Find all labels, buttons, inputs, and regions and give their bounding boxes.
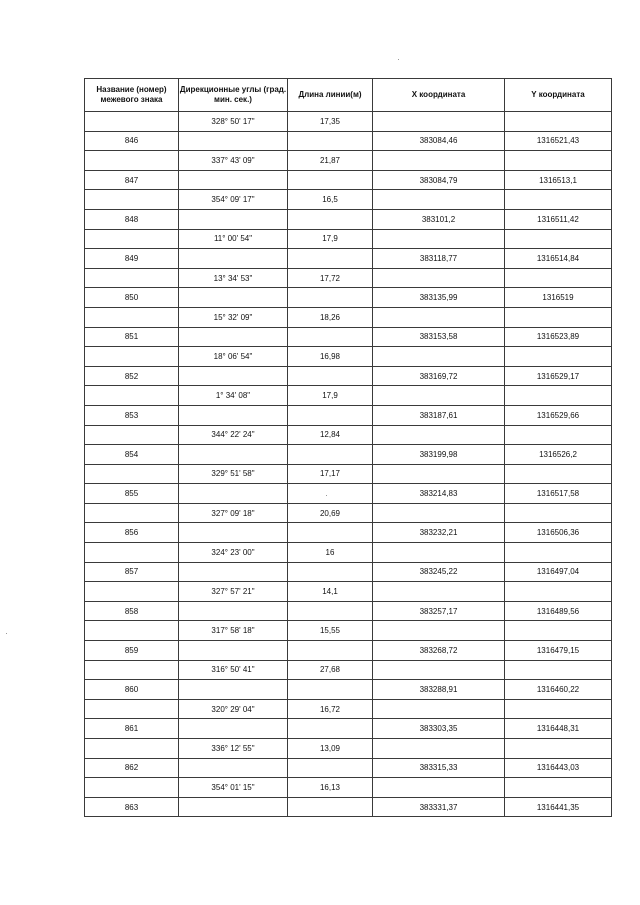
table-row bbox=[85, 621, 612, 641]
cell-mark-name bbox=[85, 699, 179, 719]
cell-line-length: 17,9 bbox=[288, 229, 373, 249]
cell-bearing-angle: 15° 32' 09" bbox=[179, 307, 288, 327]
cell-y-coordinate: 1316529,17 bbox=[505, 366, 612, 386]
cell-bearing-angle bbox=[179, 288, 288, 308]
cell-line-length bbox=[288, 562, 373, 582]
cell-mark-name bbox=[85, 464, 179, 484]
cell-line-length bbox=[288, 288, 373, 308]
table-row bbox=[85, 797, 612, 817]
cell-line-length: 16 bbox=[288, 543, 373, 563]
cell-mark-name bbox=[85, 190, 179, 210]
cell-bearing-angle: 11° 00' 54" bbox=[179, 229, 288, 249]
table-row bbox=[85, 209, 612, 229]
cell-x-coordinate: 383331,37 bbox=[373, 797, 505, 817]
cell-y-coordinate bbox=[505, 739, 612, 759]
cell-y-coordinate: 1316511,42 bbox=[505, 209, 612, 229]
table-row bbox=[85, 680, 612, 700]
cell-line-length: 17,72 bbox=[288, 268, 373, 288]
cell-mark-name: 857 bbox=[85, 562, 179, 582]
cell-mark-name: 861 bbox=[85, 719, 179, 739]
cell-y-coordinate: 1316479,15 bbox=[505, 641, 612, 661]
cell-line-length: 16,98 bbox=[288, 347, 373, 367]
cell-x-coordinate bbox=[373, 425, 505, 445]
table-row bbox=[85, 112, 612, 132]
cell-x-coordinate: 383084,46 bbox=[373, 131, 505, 151]
cell-bearing-angle: 1° 34' 08" bbox=[179, 386, 288, 406]
cell-y-coordinate bbox=[505, 190, 612, 210]
cell-mark-name bbox=[85, 112, 179, 132]
cell-bearing-angle: 324° 23' 00" bbox=[179, 543, 288, 563]
cell-mark-name: 860 bbox=[85, 680, 179, 700]
cell-y-coordinate bbox=[505, 151, 612, 171]
table-row bbox=[85, 288, 612, 308]
cell-line-length bbox=[288, 719, 373, 739]
table-row bbox=[85, 582, 612, 602]
cell-x-coordinate bbox=[373, 699, 505, 719]
cell-x-coordinate bbox=[373, 543, 505, 563]
table-row bbox=[85, 523, 612, 543]
cell-x-coordinate: 383268,72 bbox=[373, 641, 505, 661]
cell-mark-name bbox=[85, 621, 179, 641]
cell-mark-name bbox=[85, 151, 179, 171]
table-row bbox=[85, 719, 612, 739]
table-row bbox=[85, 327, 612, 347]
cell-line-length: 17,35 bbox=[288, 112, 373, 132]
table-row bbox=[85, 151, 612, 171]
cell-bearing-angle: 327° 57' 21" bbox=[179, 582, 288, 602]
cell-y-coordinate bbox=[505, 307, 612, 327]
table-row bbox=[85, 445, 612, 465]
cell-bearing-angle: 354° 01' 15" bbox=[179, 778, 288, 798]
cell-x-coordinate: 383232,21 bbox=[373, 523, 505, 543]
cell-x-coordinate: 383118,77 bbox=[373, 249, 505, 269]
cell-y-coordinate: 1316497,04 bbox=[505, 562, 612, 582]
table-row bbox=[85, 386, 612, 406]
table-row bbox=[85, 229, 612, 249]
table-body bbox=[85, 112, 612, 817]
cell-line-length bbox=[288, 249, 373, 269]
table-row bbox=[85, 307, 612, 327]
cell-x-coordinate: 383288,91 bbox=[373, 680, 505, 700]
cell-x-coordinate bbox=[373, 307, 505, 327]
cell-mark-name: 856 bbox=[85, 523, 179, 543]
cell-mark-name: 850 bbox=[85, 288, 179, 308]
cell-bearing-angle: 316° 50' 41" bbox=[179, 660, 288, 680]
cell-mark-name bbox=[85, 268, 179, 288]
table-row bbox=[85, 660, 612, 680]
cell-x-coordinate: 383214,83 bbox=[373, 484, 505, 504]
cell-y-coordinate bbox=[505, 660, 612, 680]
cell-y-coordinate: 1316443,03 bbox=[505, 758, 612, 778]
cell-mark-name: 853 bbox=[85, 405, 179, 425]
cell-y-coordinate: 1316460,22 bbox=[505, 680, 612, 700]
cell-line-length bbox=[288, 131, 373, 151]
cell-bearing-angle bbox=[179, 131, 288, 151]
cell-x-coordinate bbox=[373, 503, 505, 523]
cell-bearing-angle: 344° 22' 24" bbox=[179, 425, 288, 445]
cell-line-length: 15,55 bbox=[288, 621, 373, 641]
cell-mark-name: 851 bbox=[85, 327, 179, 347]
cell-bearing-angle bbox=[179, 523, 288, 543]
cell-x-coordinate: 383245,22 bbox=[373, 562, 505, 582]
cell-bearing-angle bbox=[179, 405, 288, 425]
cell-y-coordinate: 1316513,1 bbox=[505, 170, 612, 190]
cell-line-length: 16,5 bbox=[288, 190, 373, 210]
cell-bearing-angle bbox=[179, 719, 288, 739]
cell-mark-name bbox=[85, 778, 179, 798]
cell-line-length bbox=[288, 797, 373, 817]
cell-bearing-angle bbox=[179, 641, 288, 661]
cell-x-coordinate bbox=[373, 386, 505, 406]
cell-mark-name bbox=[85, 739, 179, 759]
scan-speck bbox=[6, 633, 7, 634]
cell-x-coordinate bbox=[373, 190, 505, 210]
cell-x-coordinate: 383303,35 bbox=[373, 719, 505, 739]
table-row bbox=[85, 641, 612, 661]
table-row bbox=[85, 758, 612, 778]
cell-line-length bbox=[288, 170, 373, 190]
cell-line-length: 20,69 bbox=[288, 503, 373, 523]
cell-bearing-angle: 329° 51' 58" bbox=[179, 464, 288, 484]
cell-bearing-angle bbox=[179, 249, 288, 269]
cell-y-coordinate bbox=[505, 268, 612, 288]
cell-mark-name bbox=[85, 660, 179, 680]
cell-mark-name bbox=[85, 386, 179, 406]
cell-mark-name: 863 bbox=[85, 797, 179, 817]
cell-y-coordinate bbox=[505, 543, 612, 563]
cell-line-length bbox=[288, 366, 373, 386]
cell-bearing-angle bbox=[179, 601, 288, 621]
cell-x-coordinate bbox=[373, 739, 505, 759]
table-row bbox=[85, 366, 612, 386]
table-row bbox=[85, 778, 612, 798]
cell-bearing-angle bbox=[179, 797, 288, 817]
cell-bearing-angle bbox=[179, 366, 288, 386]
cell-bearing-angle bbox=[179, 327, 288, 347]
cell-line-length: 16,13 bbox=[288, 778, 373, 798]
cell-line-length: 21,87 bbox=[288, 151, 373, 171]
cell-y-coordinate: 1316519 bbox=[505, 288, 612, 308]
cell-x-coordinate bbox=[373, 660, 505, 680]
cell-line-length: 18,26 bbox=[288, 307, 373, 327]
cell-mark-name bbox=[85, 582, 179, 602]
cell-y-coordinate bbox=[505, 503, 612, 523]
cell-y-coordinate bbox=[505, 582, 612, 602]
cell-line-length bbox=[288, 758, 373, 778]
cell-y-coordinate: 1316514,84 bbox=[505, 249, 612, 269]
cell-y-coordinate: 1316526,2 bbox=[505, 445, 612, 465]
boundary-coordinates-table bbox=[84, 78, 612, 817]
cell-x-coordinate bbox=[373, 268, 505, 288]
cell-x-coordinate: 383187,61 bbox=[373, 405, 505, 425]
cell-y-coordinate bbox=[505, 621, 612, 641]
table-row bbox=[85, 170, 612, 190]
cell-y-coordinate bbox=[505, 778, 612, 798]
cell-mark-name: 848 bbox=[85, 209, 179, 229]
cell-line-length bbox=[288, 484, 373, 504]
cell-y-coordinate bbox=[505, 386, 612, 406]
cell-x-coordinate bbox=[373, 621, 505, 641]
cell-x-coordinate: 383101,2 bbox=[373, 209, 505, 229]
scan-speck bbox=[398, 59, 399, 60]
cell-y-coordinate bbox=[505, 425, 612, 445]
cell-x-coordinate: 383257,17 bbox=[373, 601, 505, 621]
table-row bbox=[85, 131, 612, 151]
header-x-coordinate: Х координата bbox=[373, 79, 505, 112]
header-y-coordinate: Y координата bbox=[505, 79, 612, 112]
header-mark-name: Название (номер) межевого знака bbox=[85, 79, 179, 112]
cell-line-length bbox=[288, 680, 373, 700]
cell-mark-name: 859 bbox=[85, 641, 179, 661]
cell-y-coordinate bbox=[505, 229, 612, 249]
cell-mark-name bbox=[85, 229, 179, 249]
header-bearing-angle: Дирекционные углы (град. мин. сек.) bbox=[179, 79, 288, 112]
cell-mark-name: 847 bbox=[85, 170, 179, 190]
cell-bearing-angle: 354° 09' 17" bbox=[179, 190, 288, 210]
table-row bbox=[85, 347, 612, 367]
cell-bearing-angle: 328° 50' 17" bbox=[179, 112, 288, 132]
cell-mark-name bbox=[85, 503, 179, 523]
cell-line-length bbox=[288, 601, 373, 621]
table-row bbox=[85, 190, 612, 210]
cell-y-coordinate: 1316441,35 bbox=[505, 797, 612, 817]
cell-mark-name bbox=[85, 347, 179, 367]
table-row bbox=[85, 543, 612, 563]
cell-line-length: 27,68 bbox=[288, 660, 373, 680]
table-row bbox=[85, 249, 612, 269]
cell-bearing-angle: 18° 06' 54" bbox=[179, 347, 288, 367]
table-row bbox=[85, 503, 612, 523]
cell-x-coordinate bbox=[373, 112, 505, 132]
cell-x-coordinate: 383169,72 bbox=[373, 366, 505, 386]
cell-line-length: 16,72 bbox=[288, 699, 373, 719]
cell-bearing-angle bbox=[179, 445, 288, 465]
table-row bbox=[85, 405, 612, 425]
cell-mark-name: 852 bbox=[85, 366, 179, 386]
cell-y-coordinate bbox=[505, 112, 612, 132]
cell-x-coordinate: 383084,79 bbox=[373, 170, 505, 190]
cell-y-coordinate: 1316489,56 bbox=[505, 601, 612, 621]
cell-x-coordinate: 383199,98 bbox=[373, 445, 505, 465]
cell-bearing-angle: 336° 12' 55" bbox=[179, 739, 288, 759]
cell-mark-name: 854 bbox=[85, 445, 179, 465]
cell-bearing-angle: 13° 34' 53" bbox=[179, 268, 288, 288]
cell-line-length: 12,84 bbox=[288, 425, 373, 445]
cell-bearing-angle: 327° 09' 18" bbox=[179, 503, 288, 523]
cell-bearing-angle bbox=[179, 484, 288, 504]
cell-x-coordinate: 383135,99 bbox=[373, 288, 505, 308]
cell-mark-name: 858 bbox=[85, 601, 179, 621]
cell-x-coordinate bbox=[373, 151, 505, 171]
cell-x-coordinate: 383315,33 bbox=[373, 758, 505, 778]
cell-line-length: 17,17 bbox=[288, 464, 373, 484]
cell-mark-name: 849 bbox=[85, 249, 179, 269]
table-row bbox=[85, 562, 612, 582]
cell-bearing-angle bbox=[179, 170, 288, 190]
cell-y-coordinate bbox=[505, 347, 612, 367]
cell-bearing-angle bbox=[179, 680, 288, 700]
table-row bbox=[85, 464, 612, 484]
cell-x-coordinate bbox=[373, 229, 505, 249]
cell-line-length: 17,9 bbox=[288, 386, 373, 406]
cell-mark-name: 862 bbox=[85, 758, 179, 778]
cell-line-length bbox=[288, 445, 373, 465]
cell-line-length bbox=[288, 405, 373, 425]
cell-y-coordinate: 1316517,58 bbox=[505, 484, 612, 504]
cell-mark-name bbox=[85, 425, 179, 445]
cell-line-length bbox=[288, 327, 373, 347]
cell-x-coordinate: 383153,58 bbox=[373, 327, 505, 347]
cell-y-coordinate: 1316523,89 bbox=[505, 327, 612, 347]
cell-y-coordinate: 1316506,36 bbox=[505, 523, 612, 543]
cell-y-coordinate bbox=[505, 464, 612, 484]
cell-line-length: 13,09 bbox=[288, 739, 373, 759]
table-row bbox=[85, 425, 612, 445]
cell-bearing-angle: 320° 29' 04" bbox=[179, 699, 288, 719]
cell-mark-name: 846 bbox=[85, 131, 179, 151]
cell-y-coordinate: 1316448,31 bbox=[505, 719, 612, 739]
cell-bearing-angle: 337° 43' 09" bbox=[179, 151, 288, 171]
cell-bearing-angle bbox=[179, 758, 288, 778]
cell-x-coordinate bbox=[373, 778, 505, 798]
cell-y-coordinate: 1316521,43 bbox=[505, 131, 612, 151]
cell-x-coordinate bbox=[373, 464, 505, 484]
table-row bbox=[85, 268, 612, 288]
cell-mark-name bbox=[85, 543, 179, 563]
cell-bearing-angle bbox=[179, 562, 288, 582]
cell-y-coordinate: 1316529,66 bbox=[505, 405, 612, 425]
cell-line-length: 14,1 bbox=[288, 582, 373, 602]
cell-line-length bbox=[288, 641, 373, 661]
cell-line-length bbox=[288, 209, 373, 229]
table-row bbox=[85, 739, 612, 759]
cell-line-length bbox=[288, 523, 373, 543]
cell-mark-name bbox=[85, 307, 179, 327]
cell-bearing-angle: 317° 58' 18" bbox=[179, 621, 288, 641]
table-row bbox=[85, 484, 612, 504]
table-row bbox=[85, 699, 612, 719]
cell-mark-name: 855 bbox=[85, 484, 179, 504]
header-row bbox=[85, 79, 612, 112]
cell-x-coordinate bbox=[373, 347, 505, 367]
cell-bearing-angle bbox=[179, 209, 288, 229]
header-line-length: Длина линии(м) bbox=[288, 79, 373, 112]
cell-x-coordinate bbox=[373, 582, 505, 602]
cell-y-coordinate bbox=[505, 699, 612, 719]
table-row bbox=[85, 601, 612, 621]
